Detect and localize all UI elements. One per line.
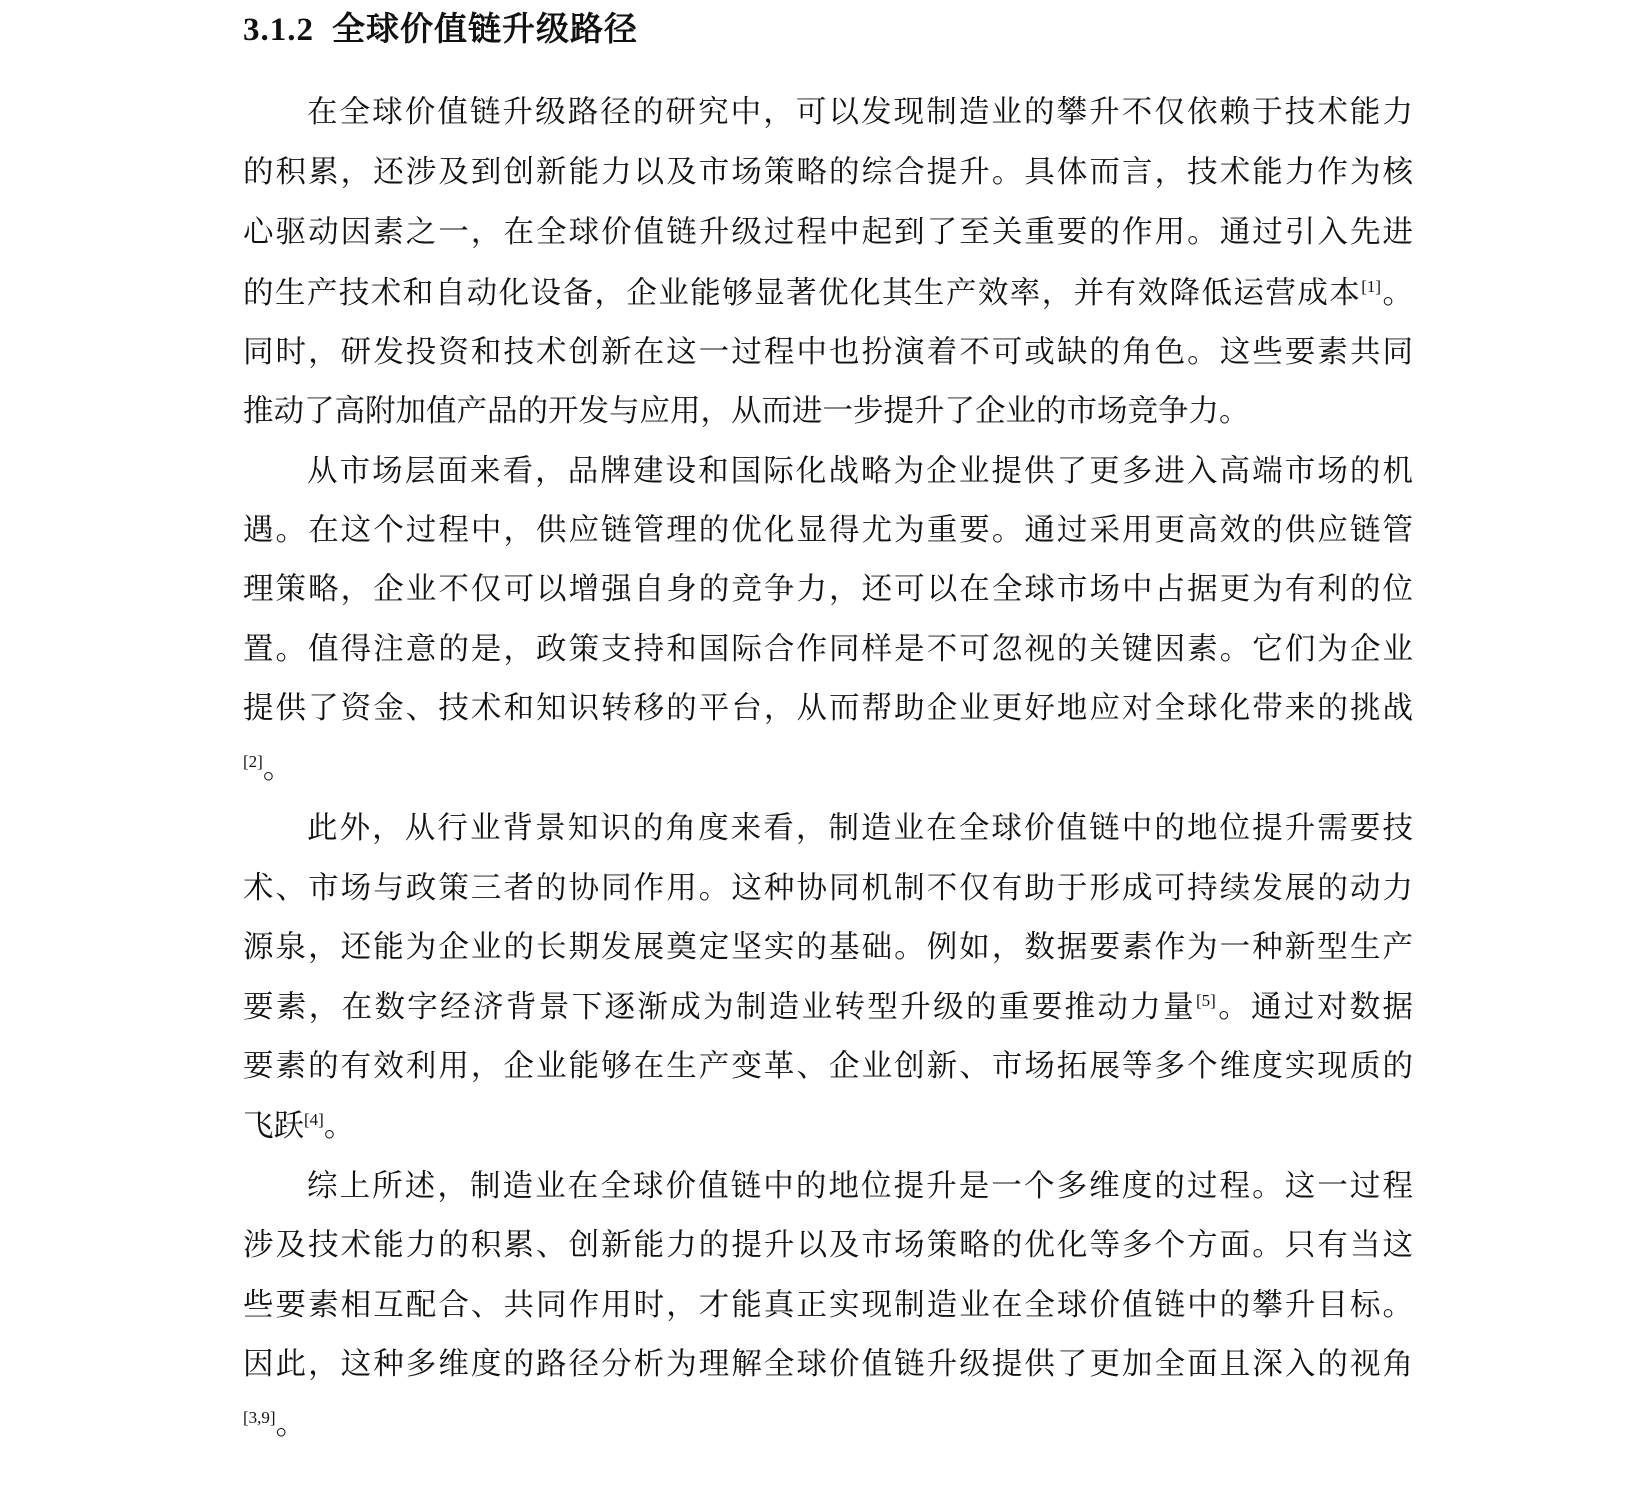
text-line: 心驱动因素之一，在全球价值链升级过程中起到了至关重要的作用。通过引入先进 bbox=[243, 215, 1413, 250]
text-line: 遇。在这个过程中，供应链管理的优化显得尤为重要。通过采用更高效的供应链管 bbox=[243, 513, 1413, 548]
text-run: 。通过对数据 bbox=[1215, 990, 1413, 1025]
text-run: 的生产技术和自动化设备，企业能够显著优化其生产效率，并有效降低运营成本 bbox=[243, 276, 1362, 311]
text-run: 。 bbox=[1381, 276, 1413, 311]
text-run: 。 bbox=[262, 751, 294, 786]
text-run: 。 bbox=[323, 1109, 355, 1144]
text-line bbox=[243, 263, 1413, 325]
text-line: 此外，从行业背景知识的角度来看，制造业在全球价值链中的地位提升需要技 bbox=[307, 811, 1413, 846]
text-line: 些要素相互配合、共同作用时，才能真正实现制造业在全球价值链中的攀升目标。 bbox=[243, 1288, 1413, 1323]
text-run: 要素，在数字经济背景下逐渐成为制造业转型升级的重要推动力量 bbox=[243, 990, 1196, 1025]
text-line: 的积累，还涉及到创新能力以及市场策略的综合提升。具体而言，技术能力作为核 bbox=[243, 155, 1413, 190]
text-line bbox=[243, 1096, 1413, 1158]
text-line: 术、市场与政策三者的协同作用。这种协同机制不仅有助于形成可持续发展的动力 bbox=[243, 871, 1413, 906]
text-line: 要素的有效利用，企业能够在生产变革、企业创新、市场拓展等多个维度实现质的 bbox=[243, 1049, 1413, 1084]
text-line: 涉及技术能力的积累、创新能力的提升以及市场策略的优化等多个方面。只有当这 bbox=[243, 1228, 1413, 1263]
section-heading bbox=[243, 4, 638, 55]
text-line bbox=[243, 738, 1413, 800]
text-line: 在全球价值链升级路径的研究中，可以发现制造业的攀升不仅依赖于技术能力 bbox=[307, 95, 1413, 130]
text-line: 置。值得注意的是，政策支持和国际合作同样是不可忽视的关键因素。它们为企业 bbox=[243, 632, 1413, 667]
text-line: 源泉，还能为企业的长期发展奠定坚实的基础。例如，数据要素作为一种新型生产 bbox=[243, 930, 1413, 965]
text-line: 理策略，企业不仅可以增强自身的竞争力，还可以在全球市场中占据更为有利的位 bbox=[243, 572, 1413, 607]
citation-ref[interactable]: [4] bbox=[304, 1110, 324, 1129]
text-run: 飞跃 bbox=[243, 1109, 304, 1144]
section-title: 全球价值链升级路径 bbox=[332, 9, 638, 48]
text-line: 因此，这种多维度的路径分析为理解全球价值链升级提供了更加全面且深入的视角 bbox=[243, 1347, 1413, 1382]
text-line bbox=[243, 977, 1413, 1039]
text-run: 。 bbox=[275, 1407, 307, 1442]
text-line: 同时，研发投资和技术创新在这一过程中也扮演着不可或缺的角色。这些要素共同 bbox=[243, 335, 1413, 370]
citation-ref[interactable]: [1] bbox=[1361, 277, 1382, 296]
text-line: 推动了高附加值产品的开发与应用，从而进一步提升了企业的市场竞争力。 bbox=[243, 394, 1250, 429]
text-line bbox=[243, 1394, 1413, 1456]
section-number: 3.1.2 bbox=[243, 12, 314, 48]
citation-ref[interactable]: [3,9] bbox=[243, 1408, 276, 1427]
citation-ref[interactable]: [2] bbox=[243, 752, 263, 771]
citation-ref[interactable]: [5] bbox=[1196, 991, 1216, 1010]
text-line: 综上所述，制造业在全球价值链中的地位提升是一个多维度的过程。这一过程 bbox=[307, 1169, 1413, 1204]
text-line: 提供了资金、技术和知识转移的平台，从而帮助企业更好地应对全球化带来的挑战 bbox=[243, 691, 1413, 726]
text-line: 从市场层面来看，品牌建设和国际化战略为企业提供了更多进入高端市场的机 bbox=[307, 454, 1413, 489]
